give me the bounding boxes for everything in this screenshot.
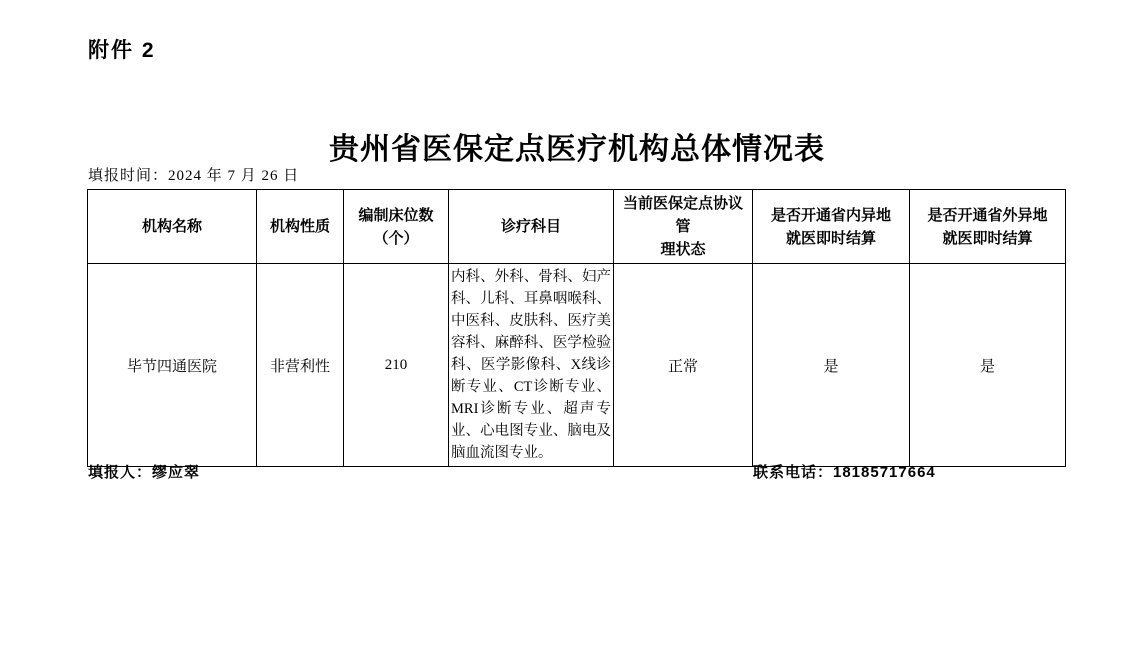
cell-org-nature: 非营利性	[257, 264, 344, 467]
cell-outside-province-settlement: 是	[910, 264, 1066, 467]
col-header-outside-province-settlement: 是否开通省外异地 就医即时结算	[910, 190, 1066, 264]
col-header-bed-count: 编制床位数 （个）	[344, 190, 449, 264]
institutions-table	[87, 189, 1066, 467]
report-date-line: 填报时间：2024 年 7 月 26 日	[88, 168, 300, 184]
cell-bed-count: 210	[344, 264, 449, 467]
col-header-intra-province-settlement: 是否开通省内异地 就医即时结算	[753, 190, 910, 264]
cell-agreement-status: 正常	[614, 264, 753, 467]
page-title: 贵州省医保定点医疗机构总体情况表	[329, 133, 825, 166]
col-header-treatment-subjects: 诊疗科目	[449, 190, 614, 264]
col-header-org-name: 机构名称	[88, 190, 257, 264]
attachment-label: 附件 2	[88, 39, 156, 62]
filler-name-line: 填报人：缪应翠	[88, 465, 201, 481]
table-header-row	[88, 190, 1066, 264]
table-row	[88, 264, 1066, 467]
col-header-agreement-status: 当前医保定点协议管 理状态	[614, 190, 753, 264]
cell-intra-province-settlement: 是	[753, 264, 910, 467]
contact-phone-line: 联系电话：18185717664	[753, 464, 936, 481]
cell-org-name: 毕节四通医院	[88, 264, 257, 467]
cell-treatment-subjects: 内科、外科、骨科、妇产科、儿科、耳鼻咽喉科、中医科、皮肤科、医疗美容科、麻醉科、医学检验科、医学影像科、X线诊断专业、CT诊断专业、MRI诊断专业、超声专业、心电图专业、脑电及脑血流图专业。	[449, 264, 614, 467]
col-header-org-nature: 机构性质	[257, 190, 344, 264]
